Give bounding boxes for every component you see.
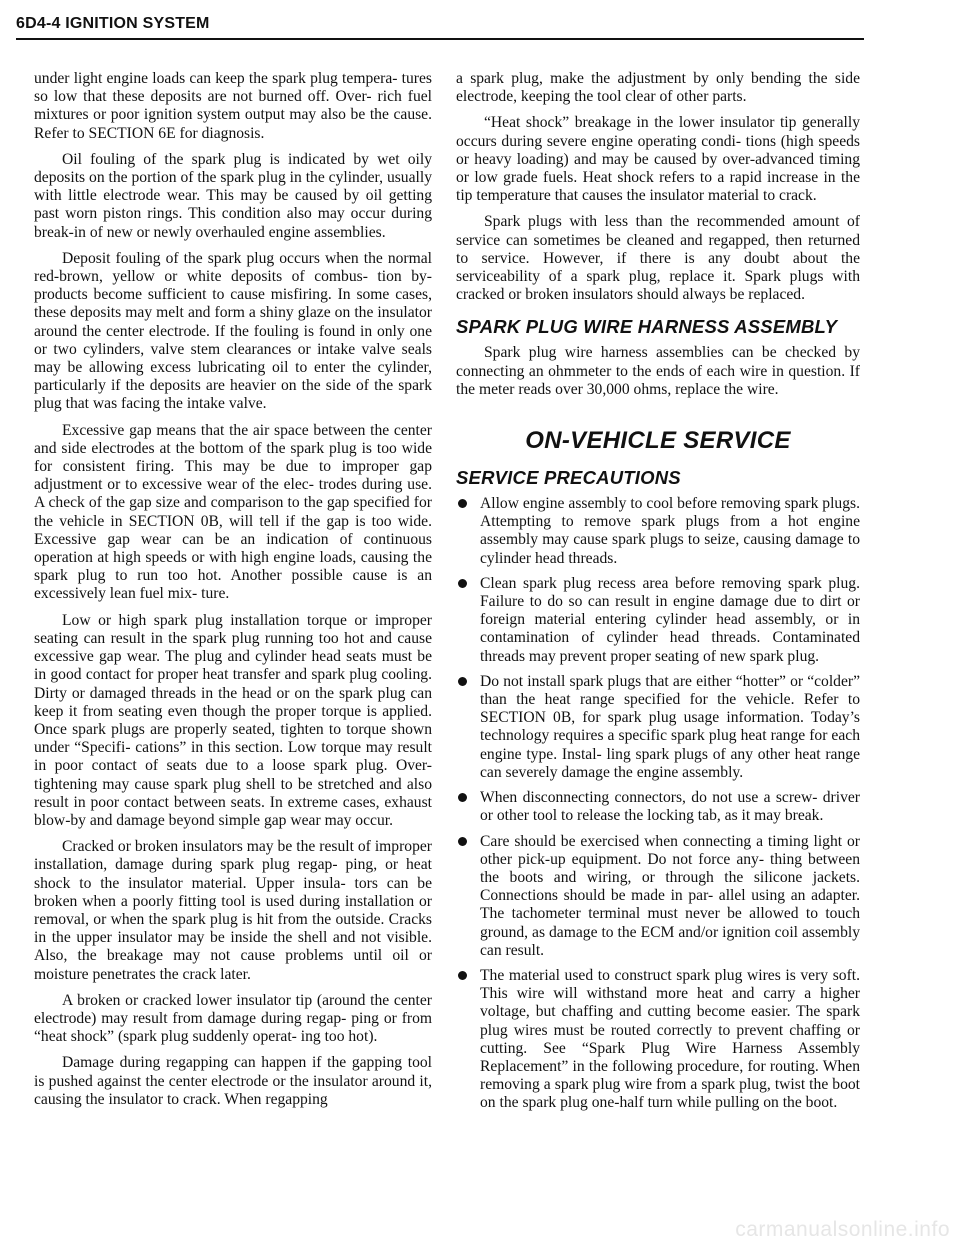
paragraph: under light engine loads can keep the spark plug tempera- tures so low that these deposits are not burned off. Over- rich fuel mixtures or poor ignition system output may also be the cause. Refer to SECTION 6E for diagnosis.: [34, 70, 432, 142]
paragraph: Low or high spark plug installation torque or improper seating can result in the spark plug running too hot and cause excessive gap wear. The plug and cylinder head seats must be in good contact for proper heat transfer and spark plug cooling. Dirty or damaged threads in the head or on the spark plug can keep it from seating even though the proper torque is applied. Once spark plugs are properly seated, tighten to torque shown under “Specifi- cations” in this section. Low torque may result in poor contact of seats due to a loose spark plug. Over-tightening may cause spark plug shell to be stretched and also result in poor contact between seats. In extreme cases, exhaust blow-by and damage beyond simple gap wear may occur.: [34, 611, 432, 829]
section-heading-harness: SPARK PLUG WIRE HARNESS ASSEMBLY: [456, 316, 838, 338]
page-header: [16, 14, 864, 40]
bullet-icon: [458, 837, 467, 846]
paragraph: Damage during regapping can happen if the gapping tool is pushed against the center electrode or the insulator around it, causing the insulator to crack. When regapping: [34, 1054, 432, 1108]
paragraph: Excessive gap means that the air space between the center and side electrodes at the bottom of the spark plug is too wide for consistent firing. This may be due to improper gap adjustment or to excessive wear of the elec- trodes during use. A check of the gap size and comparison to the gap specified for the vehicle in SECTION 0B, will tell if the gap is too wide. Excessive gap wear can be an indication of continuous operation at high speeds or with high engine loads, causing the spark plug to run too hot. Another possible cause is an excessively lean fuel mix- ture.: [34, 421, 432, 603]
precautions-list: [456, 495, 860, 1113]
watermark: carmanualsonline.info: [735, 1218, 950, 1241]
paragraph: A broken or cracked lower insulator tip (around the center electrode) may result from damage during regap- ping or from “heat shock” (spark plug suddenly operat- ing too hot).: [34, 991, 432, 1046]
bullet-icon: [458, 579, 467, 588]
list-item: [456, 789, 860, 825]
paragraph: Cracked or broken insulators may be the result of improper installation, damage during spark plug regap- ping, or heat shock to the insulator material. Upper insula- tors can be broken when a poorly fitting tool is used during installation or removal, or when the spark plug is hit from the outside. Cracks in the upper insulator may be inside the shell and not visible. Also, the breakage may not cause problems until oil or moisture penetrates the crack later.: [34, 838, 432, 983]
left-column: [34, 70, 432, 1117]
bullet-icon: [458, 971, 467, 980]
paragraph: Spark plugs with less than the recommended amount of service can sometimes be cleaned and regapped, then returned to service. However, if there is any doubt about the serviceability of a spark plug, replace it. Spark plugs with cracked or broken insulators should always be replaced.: [456, 213, 860, 304]
major-heading-on-vehicle-service: ON-VEHICLE SERVICE: [525, 427, 791, 455]
paragraph: Deposit fouling of the spark plug occurs when the normal red-brown, yellow or white deposits of combus- tion by-products become sufficient to cause misfiring. In some cases, these deposits may melt and form a shiny glaze on the insulator around the center electrode. If the fouling is found in only one or two cylinders, valve stem clearances or intake valve seals may be allowing excess lubricating oil to enter the cylinder, particularly if the deposits are heavier on the side of the spark plug that was facing the intake valve.: [34, 249, 432, 413]
right-column: [456, 70, 860, 1120]
list-item: [456, 575, 860, 666]
paragraph: “Heat shock” breakage in the lower insulator tip generally occurs during severe engine operating condi- tions (high speeds or heavy loading) and may be caused by over-advanced timing or low grade fuels. Heat shock refers to a rapid increase in the tip temperature that causes the insulator material to crack.: [456, 114, 860, 205]
list-item: [456, 833, 860, 960]
bullet-icon: [458, 677, 467, 686]
section-heading-precautions: SERVICE PRECAUTIONS: [456, 467, 681, 489]
list-item: [456, 495, 860, 568]
bullet-icon: [458, 793, 467, 802]
list-item: [456, 673, 860, 782]
paragraph: Spark plug wire harness assemblies can be checked by connecting an ohmmeter to the ends of each wire in question. If the meter reads over 30,000 ohms, replace the wire.: [456, 344, 860, 398]
list-item-text: Do not install spark plugs that are either “hotter” or “colder” than the heat range specified for the vehicle. Refer to SECTION 0B, for spark plug usage information. Today’s technology requires a specific spark plug heat range for each engine type. Instal- ling spark plugs of any other heat range can severely damage the engine assembly.: [480, 672, 860, 781]
paragraph: a spark plug, make the adjustment by only bending the side electrode, keeping the tool clear of other parts.: [456, 70, 860, 106]
list-item-text: The material used to construct spark plug wires is very soft. This wire will withstand more heat and carry a higher voltage, but chaffing and cutting become easier. The spark plug wires must be routed correctly to prevent chaffing or cutting. See “Spark Plug Wire Harness Assembly Replacement” in the following procedure, for routing. When removing a spark plug wire from a spark plug, twist the boot on the spark plug one-half turn while pulling on the boot.: [480, 966, 860, 1112]
list-item-text: Clean spark plug recess area before removing spark plug. Failure to do so can result in engine damage due to dirt or foreign material entering cylinder head assembly, or in contamination of cylinder head threads. Contaminated threads may prevent proper seating of new spark plug.: [480, 574, 860, 665]
bullet-icon: [458, 499, 467, 508]
list-item-text: Care should be exercised when connecting a timing light or other pick-up equipment. Do not force any- thing between the boots and wiring, or through the silicone jackets. Connections should be made in par- allel using an adapter. The tachometer terminal must never be allowed to touch ground, as damage to the ECM and/or ignition coil assembly can result.: [480, 832, 860, 959]
page-header-title: 6D4-4 IGNITION SYSTEM: [16, 15, 210, 32]
list-item-text: When disconnecting connectors, do not use a screw- driver or other tool to release the locking tab, as it may break.: [480, 789, 860, 825]
list-item: [456, 967, 860, 1113]
paragraph: Oil fouling of the spark plug is indicated by wet oily deposits on the portion of the spark plug in the cylinder, usually with little electrode wear. This may be caused by oil getting past worn piston rings. This condition also may occur during break-in of new or newly overhauled engine assemblies.: [34, 150, 432, 241]
list-item-text: Allow engine assembly to cool before removing spark plugs. Attempting to remove spark plugs from a hot engine assembly may cause spark plugs to seize, causing damage to cylinder head threads.: [480, 495, 860, 567]
